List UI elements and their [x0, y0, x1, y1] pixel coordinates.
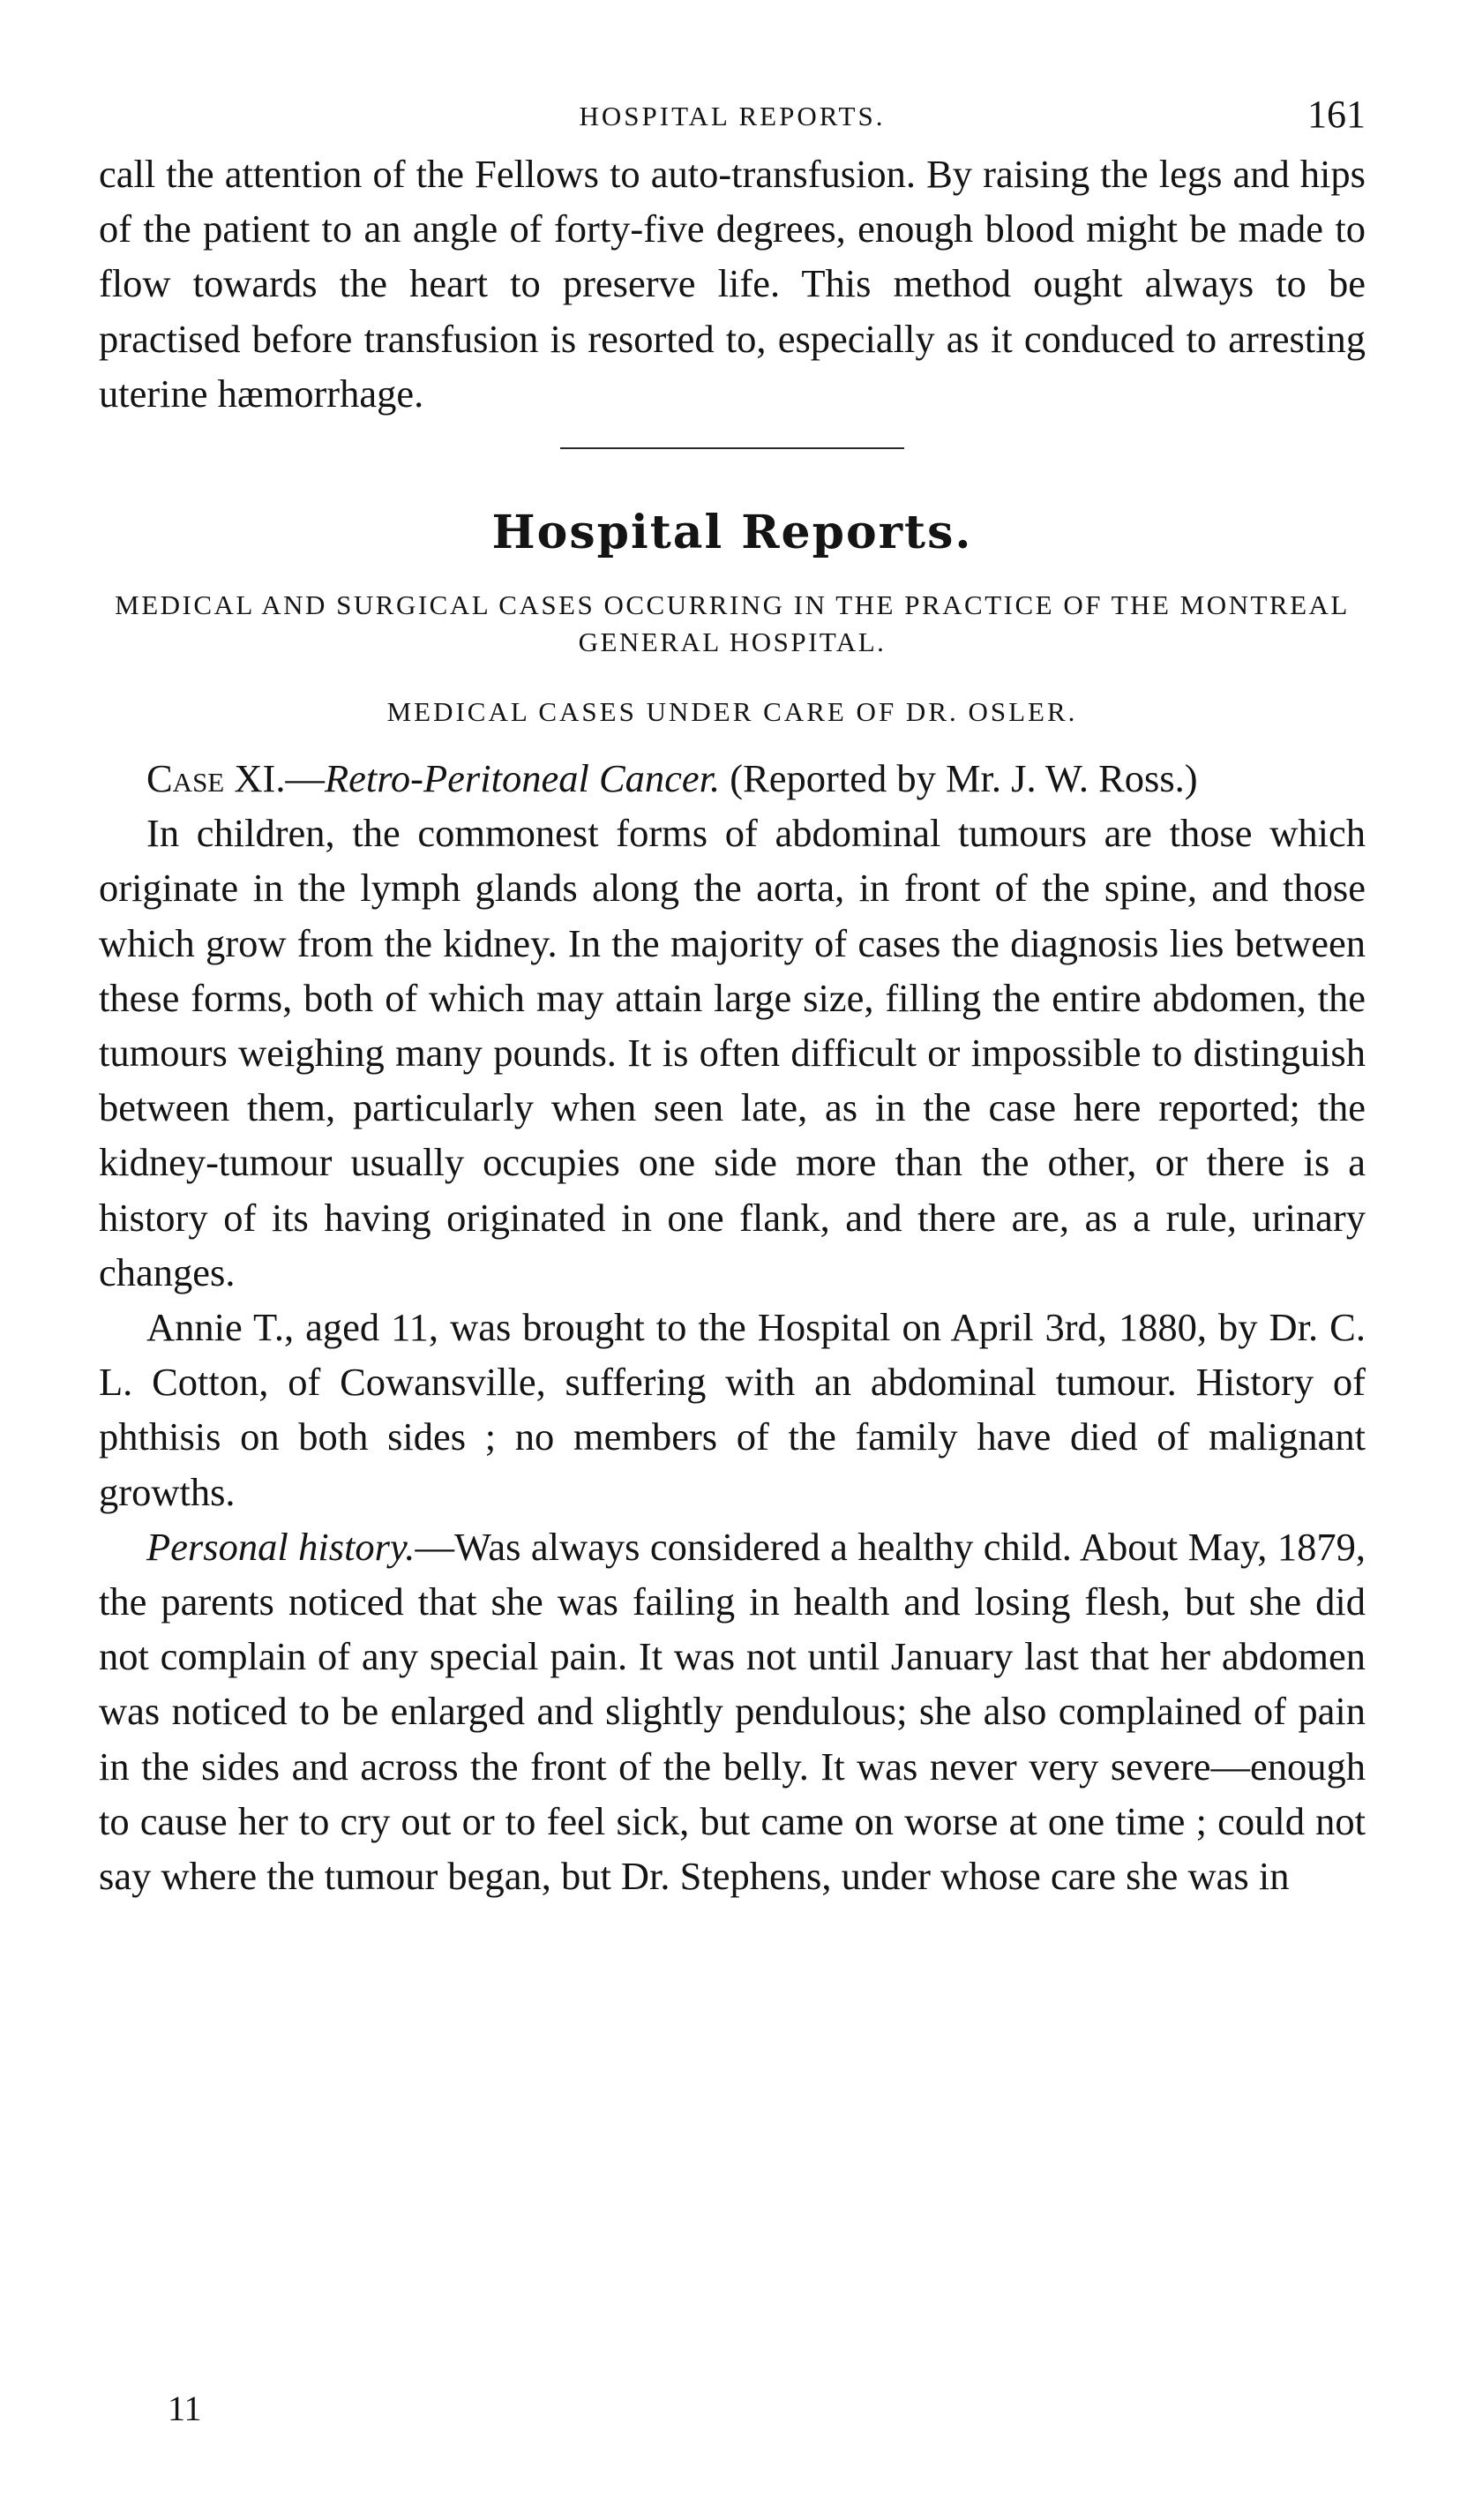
- case-label: Case XI.: [146, 756, 286, 801]
- paragraph-3-text: —Was always considered a healthy child. About May, 1879, the parents noticed that she was failing in health and losing flesh, but she did not complain of any special pain. It was not until January last that her abdomen was noticed to be enlarged and slightly pendulous; she also complained of pain in the sides and across the front of the belly. It was never very severe—enough to cause her to cry out or to feel sick, but came on worse at one time ; could not say where the tumour began, but Dr. Stephens, under whose care she was in: [99, 1524, 1366, 1899]
- paragraph-3-label: Personal history.: [146, 1524, 416, 1569]
- section-subtitle: MEDICAL AND SURGICAL CASES OCCURRING IN THE PRACTICE OF THE MONTREAL GENERAL HOSPITAL.: [115, 589, 1350, 658]
- paragraph-1: In children, the commonest forms of abdominal tumours are those which originate in the lymph glands along the aorta, in front of the spine, and those which grow from the kidney. In the majority of cases the diagnosis lies between these forms, both of which may attain large size, filling the entire abdomen, the tumours weighing many pounds. It is often difficult or impossible to distinguish between them, particularly when seen late, as in the case here reported; the kidney-tumour usually occupies one side more than the other, or there is a history of its having originated in one flank, and there are, as a rule, urinary changes.: [99, 811, 1366, 1294]
- paragraph-3: [99, 1519, 1366, 1903]
- running-title: HOSPITAL REPORTS.: [579, 101, 886, 131]
- case-reporter: (Reported by Mr. J. W. Ross.): [720, 756, 1198, 801]
- case-dash: —: [285, 756, 325, 801]
- page-number: 161: [1307, 93, 1366, 136]
- case-heading: [99, 751, 1366, 806]
- section-divider: [560, 447, 904, 449]
- section-title: Hospital Reports.: [491, 506, 973, 560]
- running-head: [99, 85, 1366, 146]
- paragraph-2: Annie T., aged 11, was brought to the Hospital on April 3rd, 1880, by Dr. C. L. Cotton, of Cowansville, suffering with an abdominal tumour. History of phthisis on both sides ; no members of the family have died of malignant growths.: [99, 1305, 1366, 1514]
- signature-mark: 11: [168, 2389, 202, 2428]
- case-title: Retro-Peritoneal Cancer.: [324, 756, 721, 801]
- subsection-heading: MEDICAL CASES UNDER CARE OF DR. OSLER.: [386, 696, 1078, 728]
- document-page: [99, 85, 1366, 1903]
- intro-paragraph: call the attention of the Fellows to auto-transfusion. By raising the legs and hips of the patient to an angle of forty-five degrees, enough blood might be made to flow towards the heart to preserve life. This method ought always to be practised before transfusion is resorted to, especially as it conduced to arresting uterine hæmorrhage.: [99, 152, 1366, 416]
